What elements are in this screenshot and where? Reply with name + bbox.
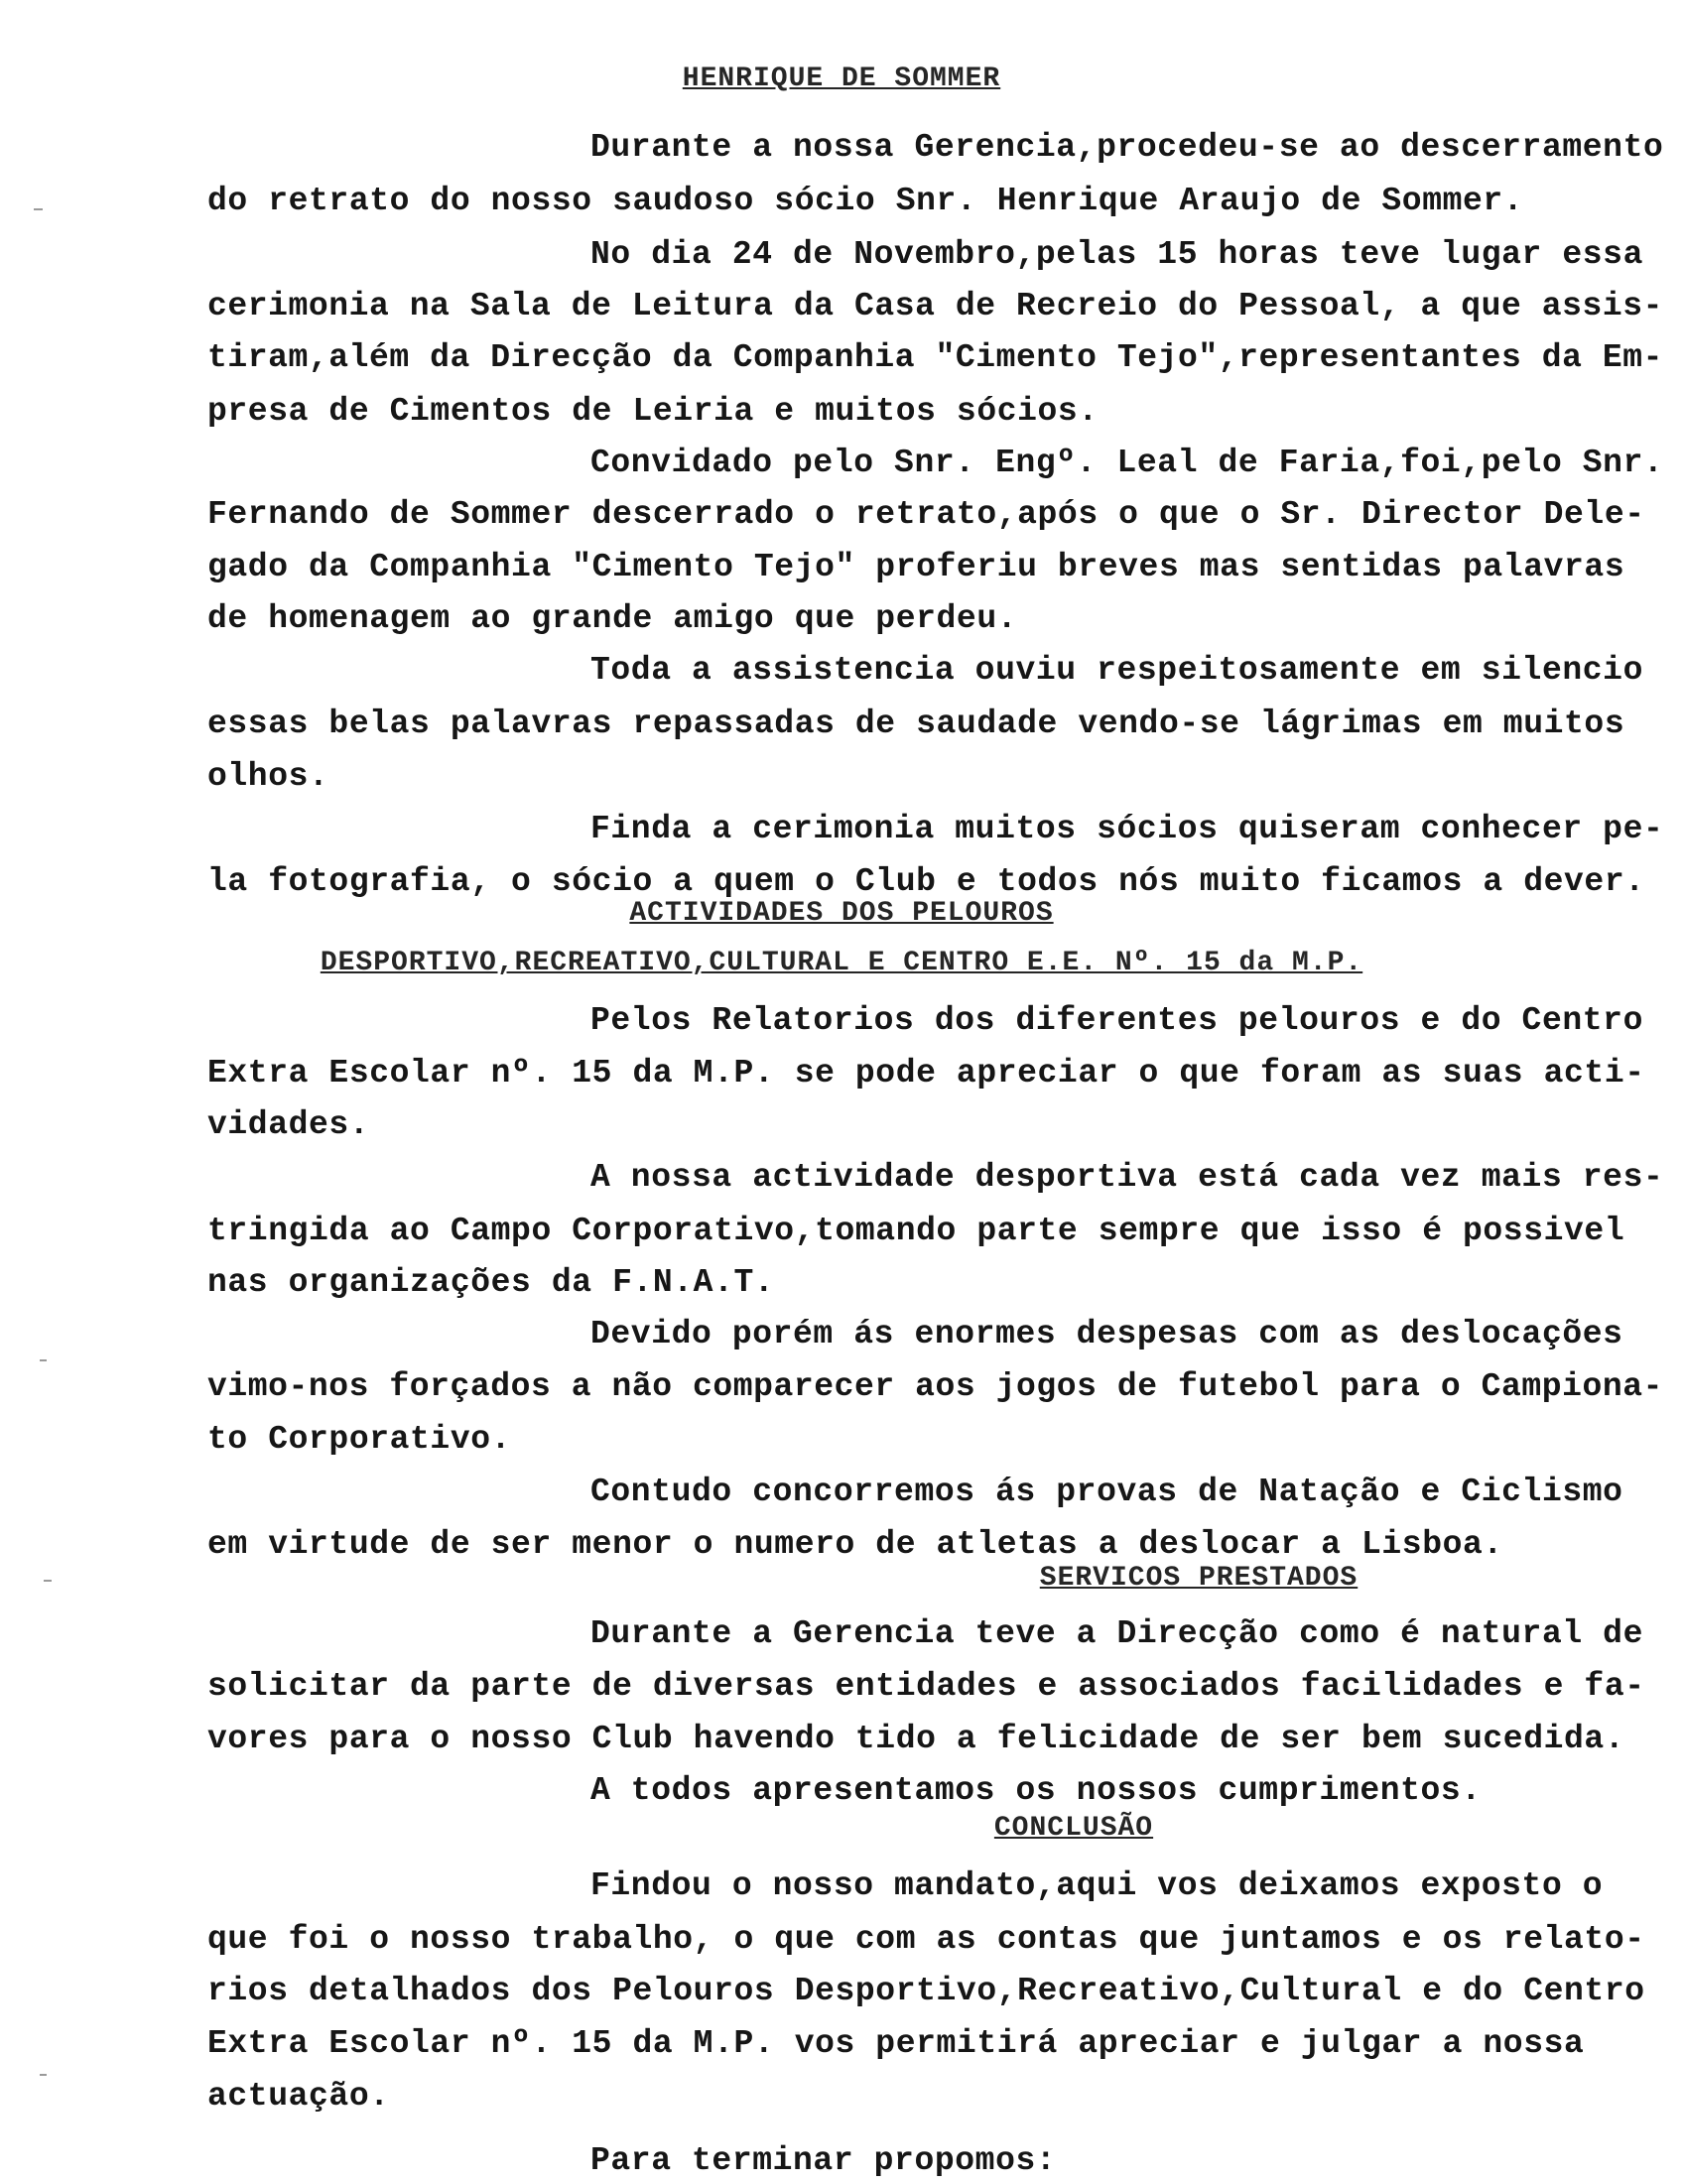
text-line: Finda a cerimonia muitos sócios quiseram conhecer pe- [590,811,1664,847]
scan-mark [40,2074,47,2076]
text-line: Findou o nosso mandato,aqui vos deixamos exposto o [590,1867,1604,1904]
text-line: vidades. [207,1106,370,1143]
text-line: Durante a Gerencia teve a Direcção como é natural de [590,1615,1643,1652]
text-line: tringida ao Campo Corporativo,tomando parte sempre que isso é possivel [207,1213,1625,1249]
text-line: que foi o nosso trabalho, o que com as contas que juntamos e os relato- [207,1921,1645,1958]
heading-conclusao: CONCLUSÃO [993,1813,1154,1844]
heading-servicos-prestados: SERVICOS PRESTADOS [1039,1563,1359,1594]
text-line: essas belas palavras repassadas de saudade vendo-se lágrimas em muitos [207,706,1625,742]
text-line: gado da Companhia "Cimento Tejo" proferiu breves mas sentidas palavras [207,549,1625,585]
text-line: Pelos Relatorios dos diferentes pelouros e do Centro [590,1002,1643,1039]
scan-mark [44,1580,52,1582]
text-line: Toda a assistencia ouviu respeitosamente em silencio [590,652,1643,689]
text-line: olhos. [207,758,329,795]
heading-henrique-de-sommer: HENRIQUE DE SOMMER [682,64,1001,94]
text-line: Durante a nossa Gerencia,procedeu-se ao descerramento [590,129,1664,166]
text-line: em virtude de ser menor o numero de atletas a deslocar a Lisboa. [207,1526,1503,1563]
text-line: vores para o nosso Club havendo tido a felicidade de ser bem sucedida. [207,1721,1625,1757]
text-line: Convidado pelo Snr. Engº. Leal de Faria,foi,pelo Snr. [590,445,1664,481]
text-line: to Corporativo. [207,1421,512,1458]
text-line: cerimonia na Sala de Leitura da Casa de Recreio do Pessoal, a que assis- [207,288,1664,324]
text-line: Extra Escolar nº. 15 da M.P. vos permitirá apreciar e julgar a nossa [207,2025,1585,2062]
text-line: de homenagem ao grande amigo que perdeu. [207,600,1018,637]
text-line: Contudo concorremos ás provas de Natação e Ciclismo [590,1474,1623,1510]
heading-pelouros-detail: DESPORTIVO,RECREATIVO,CULTURAL E CENTRO E.E. Nº. 15 da M.P. [320,948,1363,978]
text-line: Extra Escolar nº. 15 da M.P. se pode apreciar o que foram as suas acti- [207,1055,1645,1092]
scan-mark [34,208,43,210]
text-line: Para terminar propomos: [590,2142,1057,2179]
text-line: do retrato do nosso saudoso sócio Snr. Henrique Araujo de Sommer. [207,183,1524,219]
text-line: solicitar da parte de diversas entidades e associados facilidades e fa- [207,1668,1645,1705]
text-line: No dia 24 de Novembro,pelas 15 horas teve lugar essa [590,236,1643,273]
text-line: A todos apresentamos os nossos cumprimentos. [590,1772,1482,1809]
text-line: Devido porém ás enormes despesas com as deslocações [590,1316,1623,1352]
text-line: la fotografia, o sócio a quem o Club e todos nós muito ficamos a dever. [207,863,1645,900]
text-line: rios detalhados dos Pelouros Desportivo,Recreativo,Cultural e do Centro [207,1973,1645,2009]
text-line: tiram,além da Direcção da Companhia "Cimento Tejo",representantes da Em- [207,339,1664,376]
scan-mark [40,1359,47,1361]
heading-actividades-dos-pelouros: ACTIVIDADES DOS PELOUROS [629,898,1054,929]
text-line: Fernando de Sommer descerrado o retrato,após o que o Sr. Director Dele- [207,496,1645,533]
text-line: vimo-nos forçados a não comparecer aos jogos de futebol para o Campiona- [207,1368,1664,1405]
text-line: presa de Cimentos de Leiria e muitos sócios. [207,393,1099,430]
text-line: nas organizações da F.N.A.T. [207,1264,775,1301]
text-line: actuação. [207,2078,390,2115]
text-line: A nossa actividade desportiva está cada vez mais res- [590,1159,1664,1196]
